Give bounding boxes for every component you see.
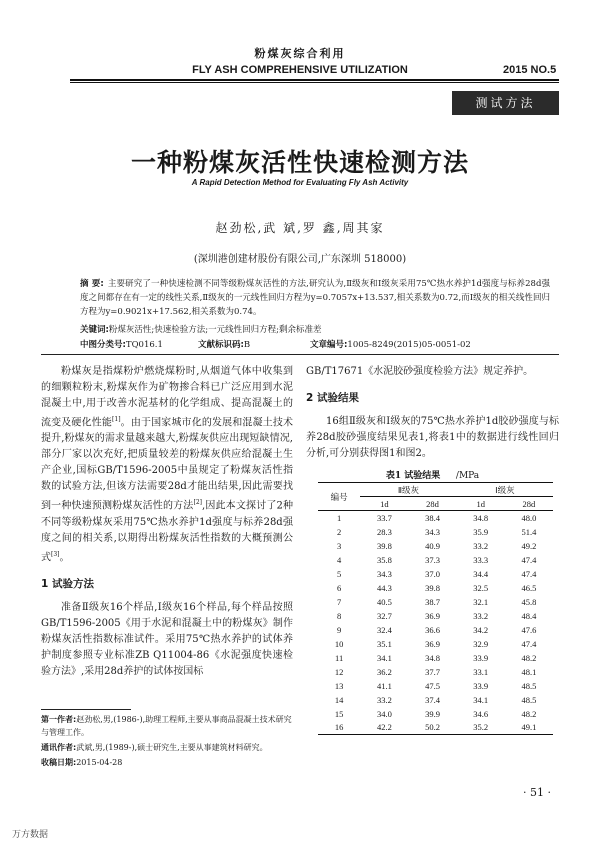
article-no-label: 文章编号: [310, 340, 348, 350]
intro-text-c: ,因此本文探讨了2种不同等级粉煤灰采用75℃热水养护1d强度与标养28d强度之间的相关系,以期得出粉煤灰活性指数的大概预测公式 [41, 500, 294, 563]
table-cell: 34.4 [473, 568, 489, 579]
table-cell: 38.4 [425, 512, 440, 523]
table-cell: 48.0 [521, 512, 537, 523]
table-cell: 33.7 [376, 512, 392, 523]
left-column [41, 364, 293, 680]
table-cell: 47.4 [521, 638, 537, 649]
table-cell: 37.4 [425, 694, 440, 705]
table-row [318, 637, 553, 651]
table-cell: 45.8 [521, 596, 537, 607]
table-cell: 48.5 [521, 694, 537, 705]
table-unit: /MPa [455, 471, 480, 481]
table-cell: 3 [337, 540, 342, 551]
table-cell: 15 [334, 708, 344, 719]
journal-title-cn: 粉煤灰综合利用 [254, 47, 346, 60]
keywords-text: 粉煤灰活性;快速检验方法;一元线性回归方程;剩余标准差 [108, 325, 322, 335]
table-row [318, 623, 553, 637]
table-cell: 34.8 [473, 512, 489, 523]
table-cell: 33.2 [473, 540, 489, 551]
table-cell: 34.3 [425, 526, 440, 537]
table-cell: 34.6 [473, 708, 489, 719]
table-cell: 40.9 [425, 540, 440, 551]
table-cell: 10 [334, 638, 344, 649]
watermark: 万方数据 [12, 830, 49, 840]
col-header-28d: 28d [408, 497, 456, 511]
footnote-contact-author [41, 741, 293, 754]
article-title-cn: 一种粉煤灰活性快速检测方法 [130, 148, 469, 177]
table-row [318, 595, 553, 609]
right-column [306, 364, 559, 462]
table-cell: 34.2 [473, 624, 489, 635]
table-cell: 36.9 [425, 610, 440, 621]
table-row [318, 525, 553, 539]
table-cell: 51.4 [521, 526, 537, 537]
table-cell: 32.7 [376, 610, 392, 621]
table-cell: 48.2 [521, 652, 537, 663]
group-header-grade2: Ⅱ级灰 [360, 483, 456, 497]
table-cell: 11 [335, 652, 344, 663]
footnote-first-author [41, 713, 293, 739]
table-row [318, 511, 553, 525]
header-rule [70, 79, 559, 81]
table-cell: 47.4 [521, 554, 537, 565]
table-cell: 33.2 [376, 694, 392, 705]
table-cell: 44.3 [376, 582, 392, 593]
table-cell: 9 [337, 624, 342, 635]
article-no-value: 1005-8249(2015)05-0051-02 [347, 340, 471, 350]
table-row [318, 609, 553, 623]
table-caption-text: 表1 试验结果 [385, 471, 441, 481]
journal-title-en: FLY ASH COMPREHENSIVE UTILIZATION [192, 64, 408, 76]
footnote-received [41, 756, 293, 769]
intro-text-a: 粉煤灰是指煤粉炉燃烧煤粉时,从烟道气体中收集到的细颗粒粉末,粉煤灰作为矿物掺合料已广泛应用到水泥混凝土中,用于改善水泥基材的化学组成、提高混凝土的流变及硬化性能 [41, 366, 293, 429]
table-cell: 2 [337, 526, 342, 537]
table-cell: 37.7 [425, 666, 440, 677]
footnote-received-label: 收稿日期: [41, 758, 77, 767]
table-cell: 34.8 [425, 652, 440, 663]
table-cell: 32.1 [473, 596, 489, 607]
doc-code-value: B [243, 340, 251, 350]
table-cell: 32.9 [473, 638, 489, 649]
table-row [318, 553, 553, 567]
footnote-contact-text: 武斌,男,(1989-),硕士研究生,主要从事建筑材料研究。 [76, 743, 268, 752]
doc-code-label: 文献标识码: [198, 340, 244, 350]
table-row [318, 539, 553, 553]
abstract-text: 主要研究了一种快速检测不同等级粉煤灰活性的方法,研究认为,Ⅱ级灰和Ⅰ级灰采用75℃热水养护1d强度与标养28d强度之间都存在有一定的线性关系,Ⅱ级灰的一元线性回归方程为y=0.7057x+13.537,相关系数为0.72,而Ⅰ级灰的相关线性回归方程为y=0.9021x+17.562,相关系数为0.74。 [80, 279, 551, 317]
table-cell: 42.2 [360, 721, 408, 735]
table-cell: 48.4 [521, 610, 537, 621]
clc-label: 中图分类号: [80, 340, 126, 350]
table-cell: 33.9 [473, 652, 489, 663]
table-cell: 41.1 [376, 680, 392, 691]
table-row [318, 651, 553, 665]
col-header-number: 编号 [318, 483, 360, 511]
table-cell: 5 [337, 568, 342, 579]
table-cell: 6 [337, 582, 342, 593]
table-cell: 35.9 [473, 526, 489, 537]
table-cell: 16 [318, 721, 360, 735]
section-2-title: 2 试验结果 [306, 392, 359, 404]
group-header-grade1: Ⅰ级灰 [457, 483, 553, 497]
footnote-received-text: 2015-04-28 [76, 758, 123, 767]
footnote-author-label: 第一作者: [41, 715, 77, 724]
table-cell: 7 [337, 596, 342, 607]
table-row [318, 581, 553, 595]
footnote-rule [41, 709, 131, 710]
table-row [318, 679, 553, 693]
table-cell: 39.8 [376, 540, 392, 551]
table-cell: 47.6 [521, 624, 537, 635]
table-cell: 47.4 [521, 568, 537, 579]
table-cell: 8 [337, 610, 342, 621]
affiliation: (深圳港创建材股份有限公司,广东深圳 518000) [193, 254, 407, 265]
table-cell: 50.2 [408, 721, 456, 735]
table-cell: 33.2 [473, 610, 489, 621]
col-header-1d: 1d [457, 497, 505, 511]
table-cell: 48.2 [521, 708, 537, 719]
table-cell: 34.1 [473, 694, 489, 705]
meta-divider [41, 354, 559, 355]
table-cell: 1 [337, 512, 342, 523]
results-table [318, 482, 553, 735]
intro-paragraph [41, 364, 293, 566]
footnote-contact-label: 通讯作者: [41, 743, 77, 752]
col-header-1d: 1d [360, 497, 408, 511]
table-cell: 36.9 [425, 638, 440, 649]
col-header-28d: 28d [505, 497, 553, 511]
table-cell: 34.0 [376, 708, 392, 719]
ref-2: [2] [193, 499, 202, 507]
clc-value: TQ016.1 [125, 340, 163, 350]
table-cell: 49.1 [505, 721, 553, 735]
table-cell: 47.5 [425, 680, 440, 691]
table-cell: 4 [337, 554, 342, 565]
table-row [318, 693, 553, 707]
header-rule-thin [70, 82, 559, 83]
section-1-title: 1 试验方法 [41, 577, 94, 590]
results-table-body [318, 511, 553, 735]
intro-text-d: 。 [59, 551, 70, 563]
author-list: 赵劲松,武 斌,罗 鑫,周其家 [215, 221, 385, 235]
keywords-label: 关键词: [80, 325, 109, 335]
page-number: · 51 · [523, 786, 551, 799]
abstract-label: 摘 要: [80, 279, 104, 289]
table-cell: 49.2 [521, 540, 537, 551]
article-title-en: A Rapid Detection Method for Evaluating Fly Ash Activity [191, 178, 409, 187]
table-cell: 34.3 [376, 568, 392, 579]
table-cell: 37.3 [425, 554, 440, 565]
table-cell: 37.0 [425, 568, 440, 579]
table-cell: 39.9 [425, 708, 440, 719]
table-row [318, 707, 553, 721]
keywords [80, 323, 550, 335]
section-1-paragraph: 准备Ⅱ级灰16个样品,Ⅰ级灰16个样品,每个样品按照GB/T1596-2005《用于水泥和混凝土中的粉煤灰》制作粉煤灰活性指数标准试件。采用75℃热水养护的试体养护制度参照专业标准ZB Q11004-86《水泥强度快速检验方法》,采用28d养护的试体按国标 [41, 601, 293, 677]
section-2-paragraph: 16组Ⅱ级灰和Ⅰ级灰的75℃热水养护1d胶砂强度与标养28d胶砂强度结果见表1,将表1中的数据进行线性回归分析,可分别获得图1和图2。 [306, 416, 559, 459]
table-cell: 36.6 [425, 624, 440, 635]
table-cell: 14 [334, 694, 344, 705]
classification-line [80, 338, 550, 350]
table-cell: 40.5 [376, 596, 392, 607]
table-cell: 13 [334, 680, 344, 691]
table-row [318, 567, 553, 581]
continued-paragraph: GB/T17671《水泥胶砂强度检验方法》规定养护。 [306, 366, 534, 377]
issue-number: 2015 NO.5 [503, 64, 557, 76]
table-cell: 33.3 [473, 554, 489, 565]
table-cell: 48.1 [521, 666, 537, 677]
table-caption [306, 468, 559, 481]
table-cell: 48.5 [521, 680, 537, 691]
footnotes [41, 713, 293, 771]
table-row [318, 721, 553, 735]
intro-text-b: 。由于国家城市化的发展和混凝土技术提升,粉煤灰的需求量越来越大,粉煤灰供应出现短缺情况,部分厂家以次充好,把质量较差的粉煤灰供应给混凝土生产企业,国标GB/T1596-2005中虽规定了粉煤灰活性指数的试验方法,但该方法需要28d才能出结果,因此需要找到一种快速预测粉煤灰活性的方法 [41, 417, 294, 512]
table-cell: 32.4 [376, 624, 392, 635]
table-cell: 32.5 [473, 582, 489, 593]
table-cell: 28.3 [376, 526, 392, 537]
table-cell: 46.5 [521, 582, 537, 593]
table-cell: 36.2 [376, 666, 392, 677]
table-cell: 34.1 [376, 652, 392, 663]
table-cell: 39.8 [425, 582, 440, 593]
section-tag: 测试方法 [452, 91, 559, 115]
ref-1: [1] [112, 416, 121, 423]
abstract [80, 277, 550, 319]
table-cell: 35.1 [376, 638, 392, 649]
table-cell: 35.8 [376, 554, 392, 565]
table-cell: 33.1 [473, 666, 489, 677]
table-cell: 33.9 [473, 680, 489, 691]
table-cell: 35.2 [457, 721, 505, 735]
table-row [318, 665, 553, 679]
footnote-author-text: 赵劲松,男,(1986-),助理工程师,主要从事商品混凝土技术研究与管理工作。 [41, 715, 292, 737]
table-cell: 38.7 [425, 596, 440, 607]
ref-3: [3] [51, 550, 60, 558]
table-cell: 12 [334, 666, 344, 677]
